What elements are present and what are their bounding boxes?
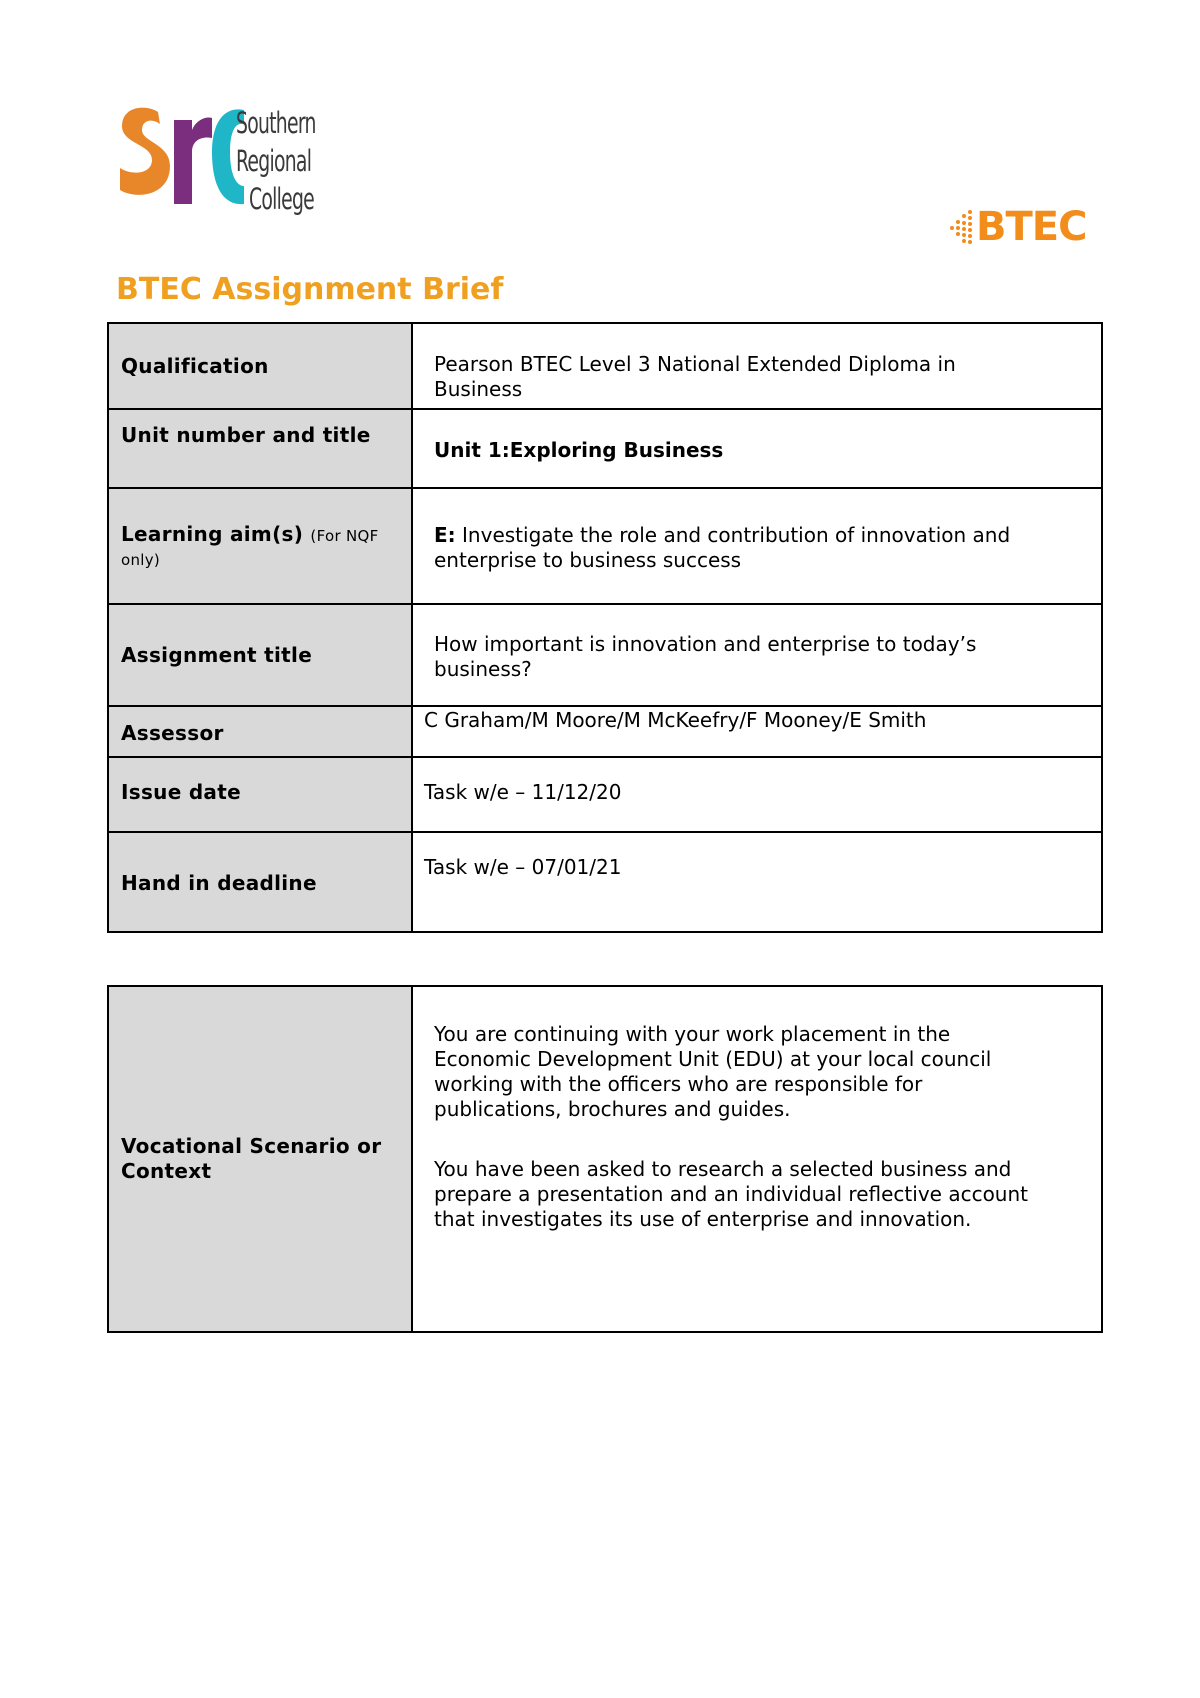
qualification-label: Qualification — [121, 354, 269, 378]
scenario-table — [107, 985, 1103, 1333]
assignment-title-value: How important is innovation and enterprise to today’s business? — [434, 632, 977, 681]
assignment-title-row — [108, 604, 1102, 706]
assignment-title-value-cell — [412, 604, 1102, 706]
college-wordmark — [236, 104, 316, 218]
deadline-value-cell — [412, 832, 1102, 932]
qualification-value: Pearson BTEC Level 3 National Extended Diploma in Business — [434, 352, 956, 401]
assessor-label: Assessor — [121, 721, 224, 745]
issue-date-row — [108, 757, 1102, 832]
learning-aims-label: Learning aim(s) — [121, 522, 304, 546]
assignment-details-table — [107, 322, 1103, 933]
qualification-value-cell — [412, 323, 1102, 409]
learning-aims-row — [108, 488, 1102, 604]
assignment-title-label: Assignment title — [121, 643, 313, 667]
issue-date-label-cell — [108, 757, 412, 832]
scenario-text — [413, 987, 1101, 1232]
btec-logo — [948, 204, 1098, 250]
issue-date-value: Task w/e – 11/12/20 — [424, 780, 622, 804]
qualification-label-cell — [108, 323, 412, 409]
learning-aims-prefix: E: — [434, 523, 456, 547]
deadline-label: Hand in deadline — [121, 871, 317, 895]
scenario-paragraph-2: You have been asked to research a selected business and prepare a presentation and an individual reflective account that investigates its use of enterprise and innovation. — [434, 1157, 1028, 1231]
learning-aims-value-wrap — [413, 489, 1101, 573]
src-logo-mark-icon — [116, 100, 246, 222]
unit-row — [108, 409, 1102, 488]
unit-label: Unit number and title — [121, 423, 371, 447]
unit-value-cell — [412, 409, 1102, 488]
unit-label-cell — [108, 409, 412, 488]
scenario-row — [108, 986, 1102, 1332]
scenario-paragraph-1: You are continuing with your work placement in the Economic Development Unit (EDU) at your local council working with the officers who are responsible for publications, brochures and guides. — [434, 1022, 992, 1121]
deadline-label-cell — [108, 832, 412, 932]
assessor-value-cell — [412, 706, 1102, 757]
page-title: BTEC Assignment Brief — [116, 272, 504, 307]
assessor-value: C Graham/M Moore/M McKeefry/F Mooney/E Smith — [424, 708, 927, 732]
college-wordmark-line-2: Regional — [236, 144, 312, 178]
issue-date-label: Issue date — [121, 780, 241, 804]
deadline-row — [108, 832, 1102, 932]
issue-date-value-cell — [412, 757, 1102, 832]
scenario-label-cell — [108, 986, 412, 1332]
assignment-title-label-cell — [108, 604, 412, 706]
assessor-label-cell — [108, 706, 412, 757]
unit-value: Unit 1:Exploring Business — [434, 438, 724, 462]
assessor-row — [108, 706, 1102, 757]
qualification-row — [108, 323, 1102, 409]
btec-dots-icon — [948, 208, 976, 248]
college-wordmark-line-1: Southern — [236, 106, 316, 140]
learning-aims-label-wrap — [121, 489, 411, 571]
learning-aims-label-cell — [108, 488, 412, 604]
learning-aims-value-cell — [412, 488, 1102, 604]
learning-aims-note: (For NQF only) — [121, 527, 379, 569]
deadline-value: Task w/e – 07/01/21 — [424, 855, 622, 879]
college-wordmark-line-3: College — [248, 182, 315, 216]
scenario-label: Vocational Scenario or Context — [121, 1134, 382, 1183]
learning-aims-value: Investigate the role and contribution of innovation and enterprise to business success — [434, 523, 1011, 572]
scenario-value-cell — [412, 986, 1102, 1332]
btec-logo-text: BTEC — [976, 204, 1087, 250]
